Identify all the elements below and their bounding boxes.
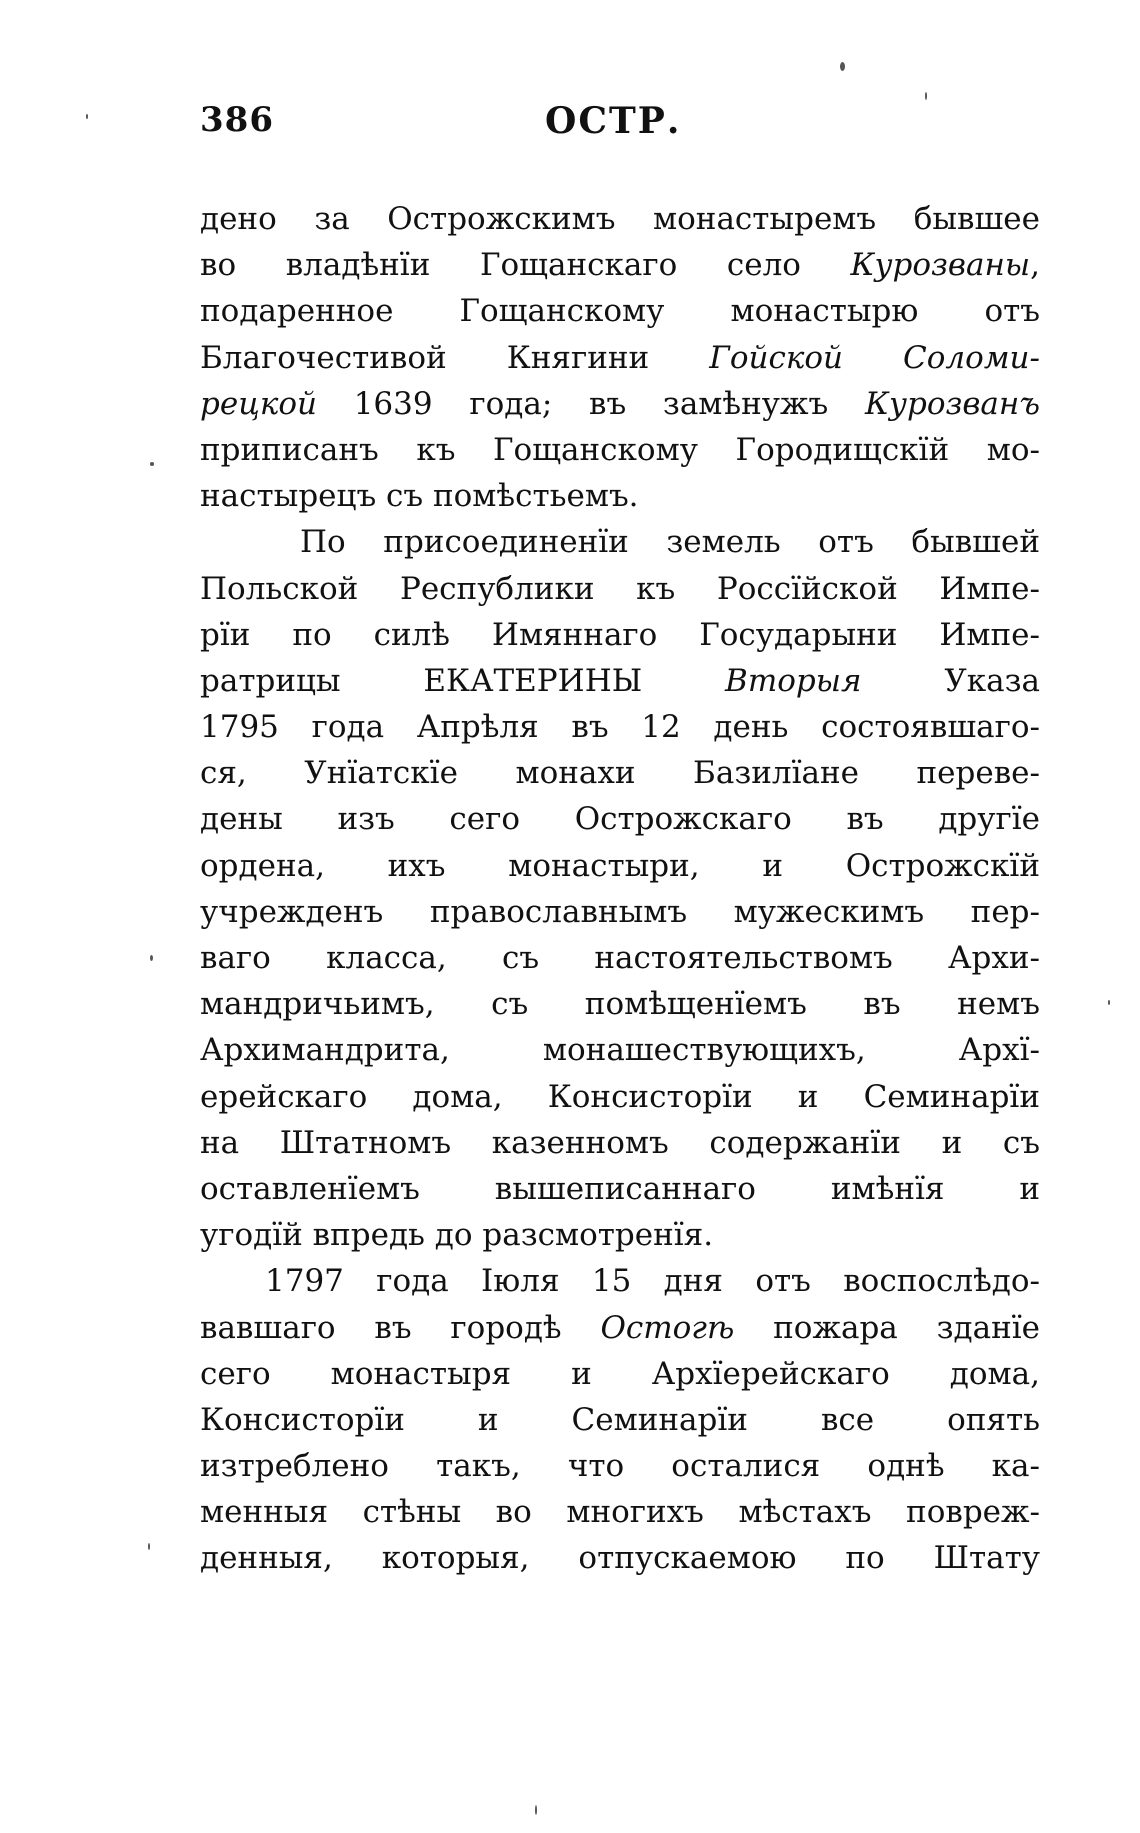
italic-span: Вторыя xyxy=(725,662,862,699)
text-span: пожара зданїе xyxy=(734,1309,1040,1346)
text-line xyxy=(200,1397,1040,1443)
page-number: 386 xyxy=(200,100,274,140)
text-span: ся, Унїатскїе монахи Базилїане переве- xyxy=(200,755,1040,792)
text-span: 1797 года Iюля 15 дня отъ воспослѣдо- xyxy=(265,1263,1040,1300)
text-line xyxy=(200,242,1040,288)
scan-speck xyxy=(840,62,845,71)
text-line xyxy=(200,704,1040,750)
text-line xyxy=(200,1120,1040,1166)
text-line xyxy=(200,335,1040,381)
italic-span: Курозваны xyxy=(850,247,1031,284)
text-line xyxy=(200,1351,1040,1397)
text-line xyxy=(200,658,1040,704)
text-line xyxy=(200,1305,1040,1351)
text-span: Архимандрита, монашествующихъ, Архї- xyxy=(200,1032,1040,1069)
text-span: во владѣнїи Гощанскаго село xyxy=(200,247,851,284)
text-line xyxy=(200,1166,1040,1212)
text-line xyxy=(200,796,1040,842)
scan-speck xyxy=(86,114,88,119)
text-span: рїи по силѣ Имяннаго Государыни Импе- xyxy=(200,616,1040,653)
text-span: сего монастыря и Архїерейскаго дома, xyxy=(200,1355,1040,1392)
text-span: ратрицы ЕКАТЕРИНЫ xyxy=(200,662,726,699)
page-header xyxy=(200,100,1040,160)
text-line xyxy=(200,196,1040,242)
text-span: Польской Республики къ Россїйской Импе- xyxy=(200,570,1040,607)
text-line xyxy=(200,750,1040,796)
text-span: настырецъ съ помѣстьемъ. xyxy=(200,478,639,515)
text-span: Благочестивой Княгини xyxy=(200,339,710,376)
text-line xyxy=(200,427,1040,473)
scan-speck xyxy=(150,462,154,466)
text-line xyxy=(200,1074,1040,1120)
text-line xyxy=(200,1443,1040,1489)
italic-span: Остогѣ xyxy=(600,1309,735,1346)
text-line xyxy=(200,473,1040,519)
text-span: вавшаго въ городѣ xyxy=(200,1309,601,1346)
text-span: Указа xyxy=(861,662,1040,699)
text-line xyxy=(200,1489,1040,1535)
scan-speck xyxy=(1108,1000,1110,1005)
text-line xyxy=(200,935,1040,981)
text-span: По присоединенїи земель отъ бывшей xyxy=(300,524,1040,561)
text-span: дено за Острожскимъ монастыремъ бывшее xyxy=(200,201,1040,237)
text-line xyxy=(200,1258,1040,1304)
text-span: изтреблено такъ, что осталися однѣ ка- xyxy=(200,1448,1040,1485)
text-line xyxy=(200,612,1040,658)
text-span: ордена, ихъ монастыри, и Острожскїй xyxy=(200,847,1040,884)
text-span: Консисторїи и Семинарїи все опять xyxy=(200,1401,1040,1438)
running-head: ОСТР. xyxy=(545,100,682,142)
text-line xyxy=(200,381,1040,427)
scan-speck xyxy=(925,92,927,100)
text-span: 1639 года; въ замѣнужъ xyxy=(316,385,865,422)
text-span: денныя, которыя, отпускаемою по Штату xyxy=(200,1540,1040,1577)
text-span: , xyxy=(1030,247,1040,284)
text-line xyxy=(200,1535,1040,1581)
italic-span: Курозванъ xyxy=(865,385,1040,422)
text-span: менныя стѣны во многихъ мѣстахъ повреж- xyxy=(200,1494,1040,1531)
text-span: дены изъ сего Острожскаго въ другїе xyxy=(200,801,1040,838)
text-span: 1795 года Апрѣля въ 12 день состоявшаго- xyxy=(200,709,1040,746)
text-span: подаренное Гощанскому монастырю отъ xyxy=(200,293,1040,330)
scan-speck xyxy=(148,1543,150,1550)
text-line xyxy=(200,1212,1040,1258)
text-line xyxy=(200,843,1040,889)
italic-span: рецкой xyxy=(200,385,317,422)
text-line xyxy=(200,519,1040,565)
scan-speck xyxy=(150,955,153,961)
text-span: приписанъ къ Гощанскому Городищскїй мо- xyxy=(200,431,1040,468)
text-line xyxy=(200,981,1040,1027)
body-text xyxy=(200,196,1040,1582)
italic-span: Гойской Соломи- xyxy=(709,339,1040,376)
text-span: учрежденъ православнымъ мужескимъ пер- xyxy=(200,893,1040,930)
text-span: ерейскаго дома, Консисторїи и Семинарїи xyxy=(200,1078,1040,1115)
text-line xyxy=(200,1027,1040,1073)
text-span: на Штатномъ казенномъ содержанїи и съ xyxy=(200,1124,1040,1161)
text-span: оставленїемъ вышеписаннаго имѣнїя и xyxy=(200,1170,1040,1207)
scan-speck xyxy=(535,1805,537,1815)
text-line xyxy=(200,889,1040,935)
text-line xyxy=(200,288,1040,334)
text-span: мандричьимъ, съ помѣщенїемъ въ немъ xyxy=(200,986,1040,1023)
text-span: ваго класса, съ настоятельствомъ Архи- xyxy=(200,940,1040,976)
text-line xyxy=(200,566,1040,612)
text-span: угодїй впредь до разсмотренїя. xyxy=(200,1217,714,1254)
